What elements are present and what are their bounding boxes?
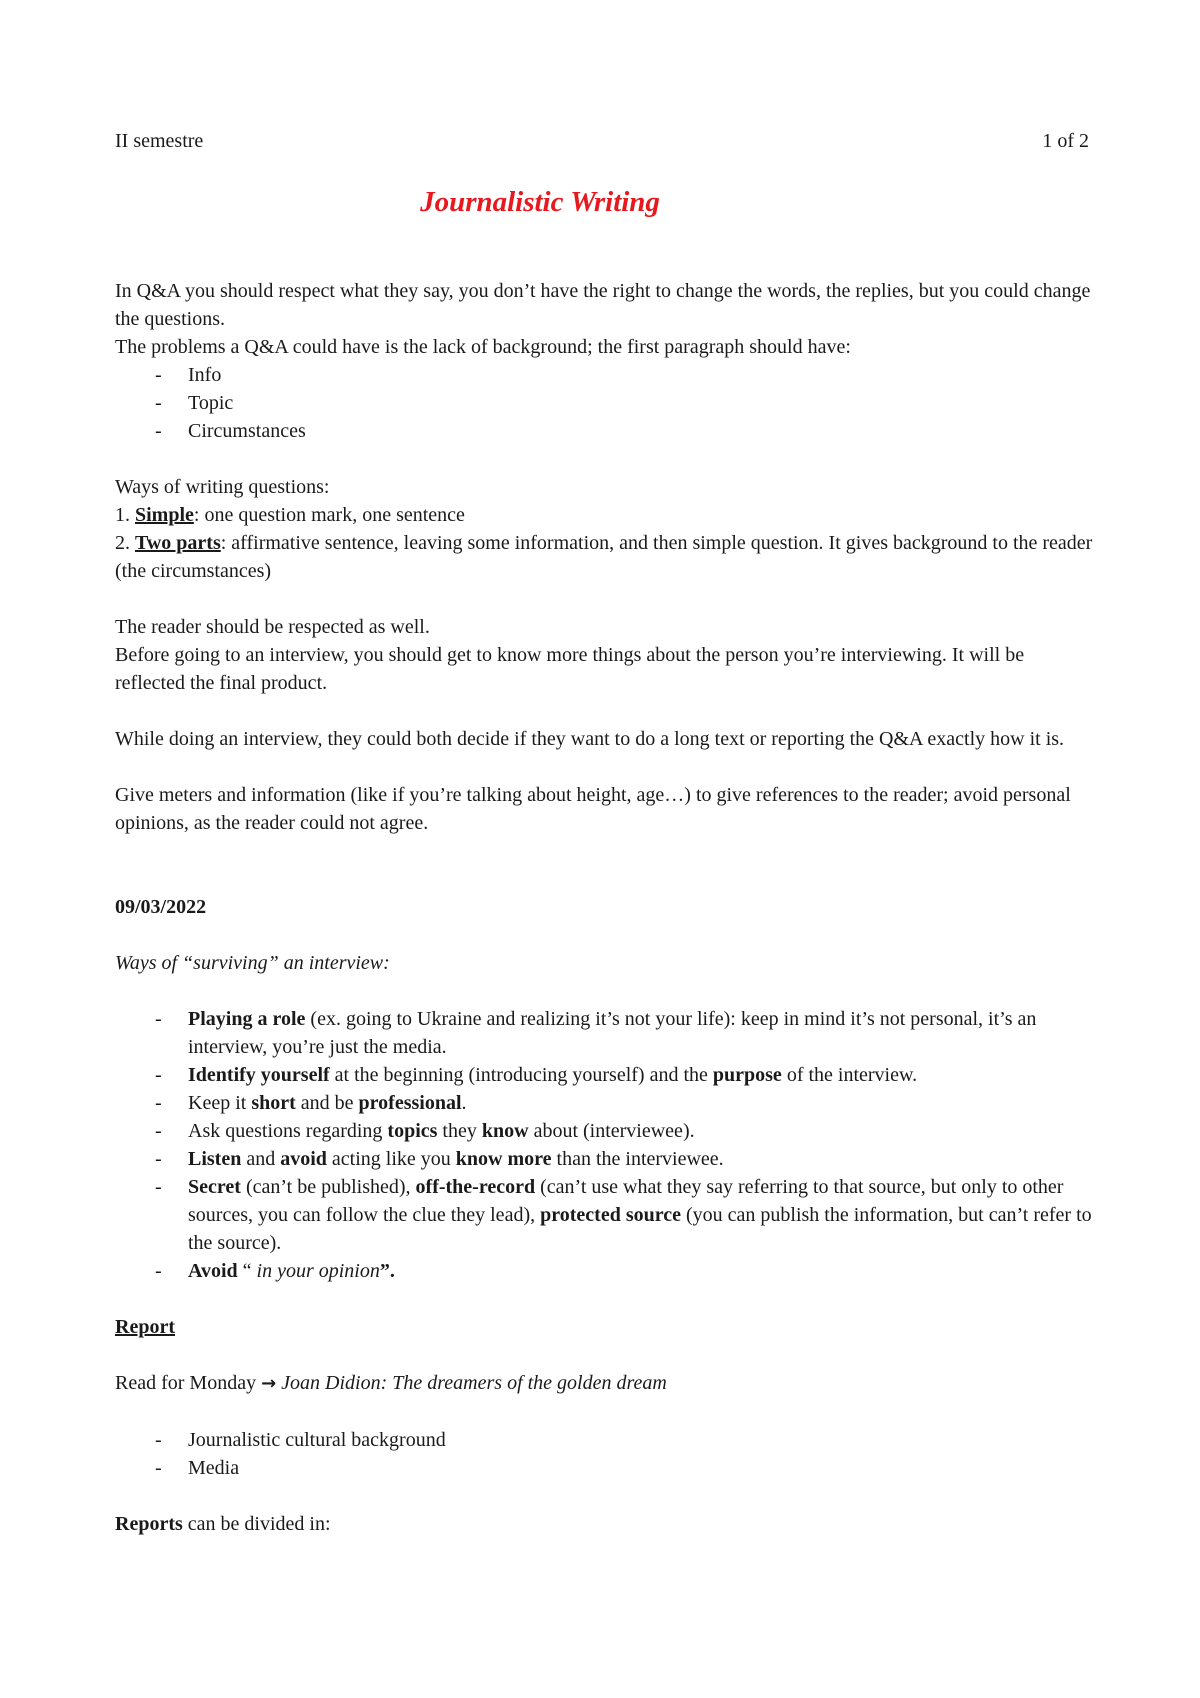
semester-label: II semestre	[115, 130, 204, 152]
list-item: - Keep it short and be professional.	[155, 1092, 467, 1114]
document-title: Journalistic Writing	[420, 186, 660, 218]
list-item: - Circumstances	[155, 420, 306, 442]
qa-paragraph-1: In Q&A you should respect what they say, you don’t have the right to change the words, the replies, but you could change the questions.	[115, 280, 1091, 330]
interview-paragraph: While doing an interview, they could both decide if they want to do a long text or reporting the Q&A exactly how it is.	[115, 728, 1065, 750]
list-item: - Playing a role (ex. going to Ukraine and realizing it’s not your life): keep in mind it’s not personal, it’s an interview, you’re just the media.	[155, 1008, 1037, 1058]
reading-assignment: Read for Monday → Joan Didion: The dreamers of the golden dream	[115, 1372, 667, 1394]
list-item: - Listen and avoid acting like you know more than the interviewee.	[155, 1148, 724, 1170]
reports-divided-paragraph: Reports can be divided in:	[115, 1513, 331, 1535]
list-item: - Info	[155, 364, 222, 386]
list-item: - Secret (can’t be published), off-the-record (can’t use what they say referring to that source, but only to other sources, you can follow the clue they lead), protected source (you can publish the information, but can’t refer to the source).	[155, 1176, 1092, 1254]
arrow-right-icon: →	[261, 1373, 277, 1394]
list-item: - Journalistic cultural background	[155, 1429, 446, 1451]
date-heading: 09/03/2022	[115, 896, 207, 918]
ways-item-2: 2. Two parts: affirmative sentence, leaving some information, and then simple question. It gives background to the reader (the circumstances)	[115, 532, 1093, 582]
reader-paragraph-1: The reader should be respected as well.	[115, 616, 430, 638]
report-heading: Report	[115, 1316, 175, 1338]
document-body	[115, 277, 1095, 1538]
reader-paragraph-2: Before going to an interview, you should get to know more things about the person you’re interviewing. It will be reflected the final product.	[115, 644, 1025, 694]
qa-paragraph-2: The problems a Q&A could have is the lack of background; the first paragraph should have:	[115, 336, 851, 358]
ways-intro: Ways of writing questions:	[115, 476, 330, 498]
list-item: - Ask questions regarding topics they know about (interviewee).	[155, 1120, 695, 1142]
ways-item-1: 1. Simple: one question mark, one sentence	[115, 504, 465, 526]
list-item: - Topic	[155, 392, 234, 414]
page-number: 1 of 2	[1042, 130, 1089, 152]
list-item: - Media	[155, 1457, 240, 1479]
surviving-heading: Ways of “surviving” an interview:	[115, 952, 390, 974]
meters-paragraph: Give meters and information (like if you’re talking about height, age…) to give references to the reader; avoid personal opinions, as the reader could not agree.	[115, 784, 1071, 834]
page-header	[115, 129, 1089, 153]
list-item: - Identify yourself at the beginning (introducing yourself) and the purpose of the interview.	[155, 1064, 918, 1086]
list-item: - Avoid “ in your opinion”.	[155, 1260, 395, 1282]
